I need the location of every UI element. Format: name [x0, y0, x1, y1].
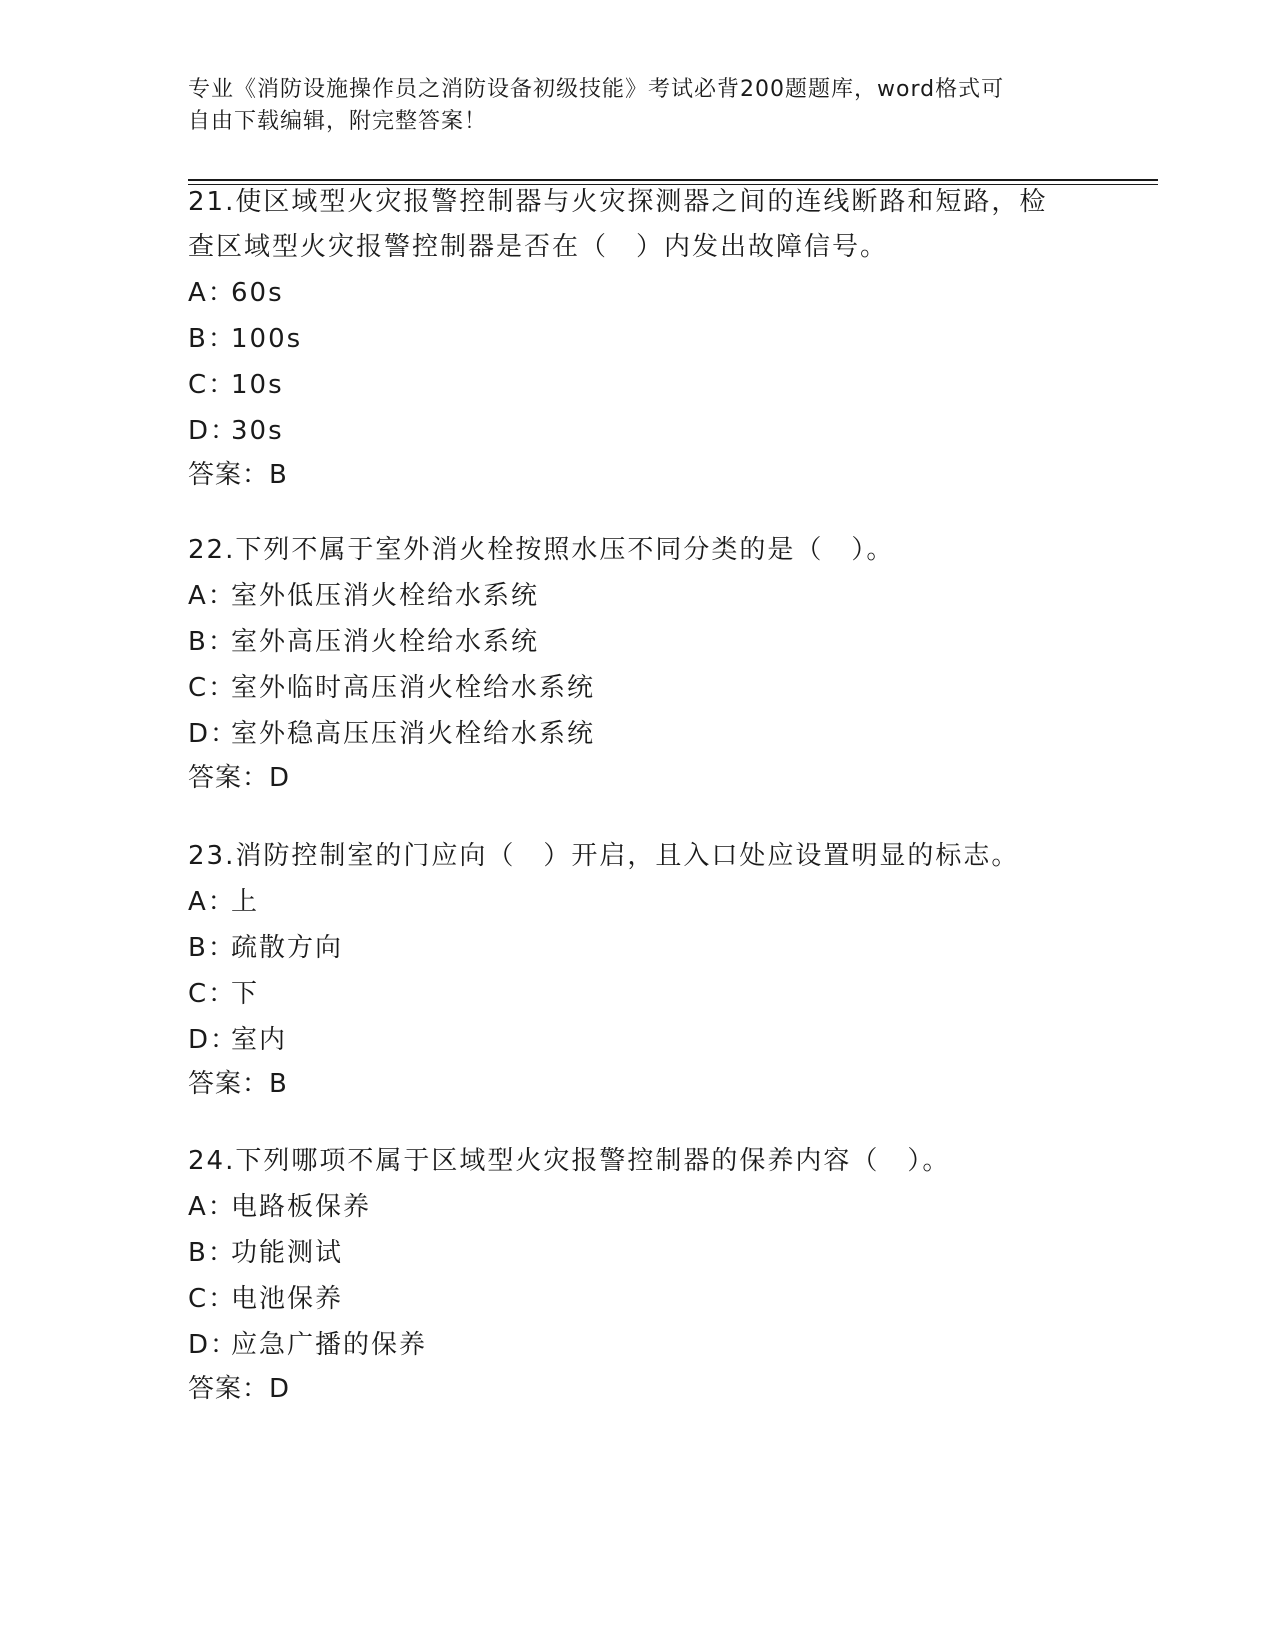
option-c	[188, 665, 1088, 711]
option-text: 室外稳高压压消火栓给水系统	[231, 719, 596, 749]
question-stem-line-1: 23.消防控制室的门应向（ ）开启，且入口处应设置明显的标志。	[188, 841, 1020, 871]
option-key: B：	[188, 933, 236, 963]
option-b	[188, 619, 1088, 665]
option-key: D：	[188, 1330, 239, 1360]
option-text: 电池保养	[231, 1284, 344, 1314]
option-a	[188, 1184, 1088, 1230]
option-key: C：	[188, 673, 237, 703]
question-stem-line-1: 21.使区域型火灾报警控制器与火灾探测器之间的连线断路和短路，检	[188, 187, 1048, 217]
option-b	[188, 316, 1088, 362]
option-a	[188, 573, 1088, 619]
option-key: D：	[188, 1025, 239, 1055]
option-text: 疏散方向	[231, 933, 344, 963]
answer-line: 答案：B	[188, 460, 288, 490]
option-key: A：	[188, 887, 236, 917]
question-23	[188, 834, 1088, 1105]
question-stem-line-1: 22.下列不属于室外消火栓按照水压不同分类的是（ ）。	[188, 535, 895, 565]
option-key: C：	[188, 1284, 237, 1314]
option-key: B：	[188, 324, 236, 354]
option-key: A：	[188, 1192, 236, 1222]
document-header	[188, 74, 1068, 138]
header-line-1: 专业《消防设施操作员之消防设备初级技能》考试必背200题题库，word格式可	[188, 77, 1005, 102]
option-c	[188, 971, 1088, 1017]
question-24	[188, 1139, 1088, 1410]
option-key: D：	[188, 719, 239, 749]
question-stem-line-2: 查区域型火灾报警控制器是否在（ ）内发出故障信号。	[188, 232, 889, 262]
option-text: 室外高压消火栓给水系统	[231, 627, 540, 657]
option-d	[188, 1322, 1088, 1368]
option-text: 室内	[231, 1025, 288, 1055]
option-key: C：	[188, 979, 237, 1009]
option-b	[188, 1230, 1088, 1276]
option-d	[188, 711, 1088, 757]
option-key: C：	[188, 370, 237, 400]
header-line-2: 自由下载编辑，附完整答案！	[188, 109, 488, 134]
option-key: B：	[188, 627, 236, 657]
option-key: B：	[188, 1238, 236, 1268]
option-text: 60s	[231, 278, 284, 308]
option-text: 电路板保养	[231, 1192, 372, 1222]
option-text: 上	[231, 887, 260, 917]
option-key: D：	[188, 416, 239, 446]
option-text: 室外低压消火栓给水系统	[231, 581, 540, 611]
option-text: 100s	[231, 324, 303, 354]
option-c	[188, 362, 1088, 408]
answer-line: 答案：D	[188, 763, 291, 793]
option-d	[188, 1017, 1088, 1063]
option-text: 室外临时高压消火栓给水系统	[231, 673, 596, 703]
option-text: 30s	[231, 416, 284, 446]
option-text: 功能测试	[231, 1238, 344, 1268]
option-text: 应急广播的保养	[231, 1330, 428, 1360]
option-b	[188, 925, 1088, 971]
option-d	[188, 408, 1088, 454]
option-c	[188, 1276, 1088, 1322]
question-22	[188, 528, 1088, 799]
answer-line: 答案：D	[188, 1374, 291, 1404]
option-a	[188, 879, 1088, 925]
question-21	[188, 180, 1088, 496]
option-text: 10s	[231, 370, 284, 400]
option-key: A：	[188, 278, 236, 308]
question-stem-line-1: 24.下列哪项不属于区域型火灾报警控制器的保养内容（ ）。	[188, 1146, 951, 1176]
answer-line: 答案：B	[188, 1069, 288, 1099]
option-text: 下	[231, 979, 260, 1009]
option-key: A：	[188, 581, 236, 611]
option-a	[188, 270, 1088, 316]
